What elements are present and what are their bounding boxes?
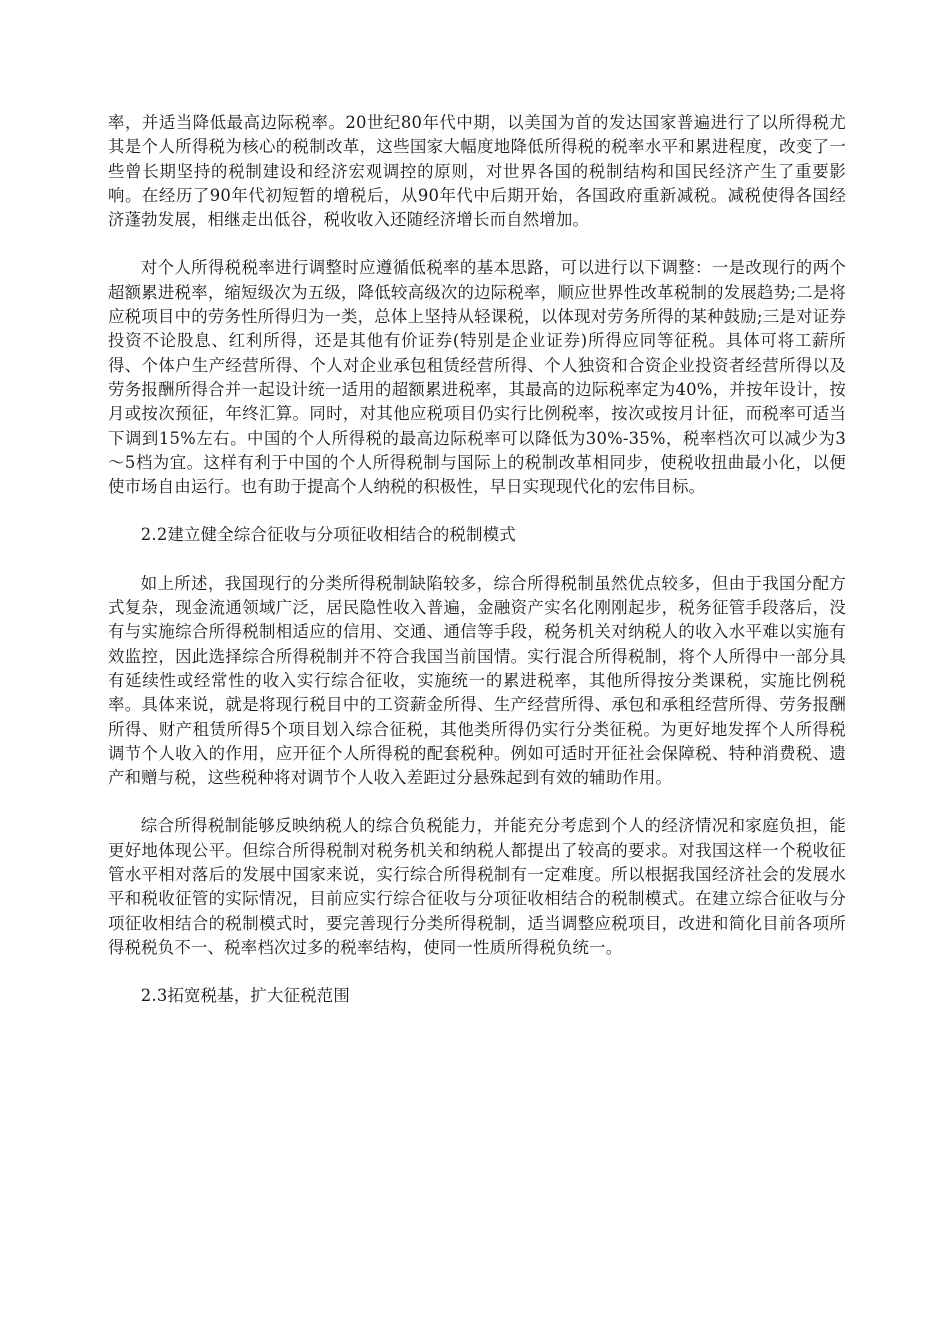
section-heading-2-3: 2.3拓宽税基，扩大征税范围: [140, 986, 350, 1006]
paragraph-continuation: 率，并适当降低最高边际税率。20世纪80年代中期，以美国为首的发达国家普遍进行了以所得税尤其是个人所得税为核心的税制改革，这些国家大幅度地降低所得税的税率水平和累进程度，改变了一些曾长期坚持的税制建设和经济宏观调控的原则，对世界各国的税制结构和国民经济产生了重要影响。在经历了90年代初短暂的增税后，从90年代中后期开始，各国政府重新减税。减税使得各国经济蓬勃发展，相继走出低谷，税收收入还随经济增长而自然增加。: [108, 113, 846, 230]
document-body: [108, 111, 846, 1033]
paragraph-comprehensive-tax: 综合所得税制能够反映纳税人的综合负税能力，并能充分考虑到个人的经济情况和家庭负担，能更好地体现公平。但综合所得税制对税务机关和纳税人都提出了较高的要求。对我国这样一个税收征管水平相对落后的发展中国家来说，实行综合所得税制有一定难度。所以根据我国经济社会的发展水平和税收征管的实际情况，目前应实行综合征收与分项征收相结合的税制模式。在建立综合征收与分项征收相结合的税制模式时，要完善现行分类所得税制，适当调整应税项目，改进和简化目前各项所得税税负不一、税率档次过多的税率结构，使同一性质所得税负统一。: [108, 816, 846, 957]
paragraph-mixed-income-tax: 如上所述，我国现行的分类所得税制缺陷较多，综合所得税制虽然优点较多，但由于我国分配方式复杂，现金流通领域广泛，居民隐性收入普遍，金融资产实名化刚刚起步，税务征管手段落后，没有与实施综合所得税制相适应的信用、交通、通信等手段，税务机关对纳税人的收入水平难以实施有效监控，因此选择综合所得税制并不符合我国当前国情。实行混合所得税制，将个人所得中一部分具有延续性或经常性的收入实行综合征收，实施统一的累进税率，其他所得按分类课税，实施比例税率。具体来说，就是将现行税目中的工资薪金所得、生产经营所得、承包和承租经营所得、劳务报酬所得、财产租赁所得5个项目划入综合征税，其他类所得仍实行分类征税。为更好地发挥个人所得税调节个人收入的作用，应开征个人所得税的配套税种。例如可适时开征社会保障税、特种消费税、遗产和赠与税，这些税种将对调节个人收入差距过分悬殊起到有效的辅助作用。: [108, 573, 846, 788]
section-heading-2-2: 2.2建立健全综合征收与分项征收相结合的税制模式: [140, 525, 516, 545]
paragraph-tax-rate-adjustment: 对个人所得税税率进行调整时应遵循低税率的基本思路，可以进行以下调整：一是改现行的两个超额累进税率，缩短级次为五级，降低较高级次的边际税率，顺应世界性改革税制的发展趋势;二是将应税项目中的劳务性所得归为一类，总体上坚持从轻课税，以体现对劳务所得的某种鼓励;三是对证券投资不论股息、红利所得，还是其他有价证券(特别是企业证券)所得应同等征税。具体可将工薪所得、个体户生产经营所得、个人对企业承包租赁经营所得、个人独资和合资企业投资者经营所得以及劳务报酬所得合并一起设计统一适用的超额累进税率，其最高的边际税率定为40%，并按年设计，按月或按次预征，年终汇算。同时，对其他应税项目仍实行比例税率，按次或按月计征，而税率可适当下调到15%左右。中国的个人所得税的最高边际税率可以降低为30%-35%，税率档次可以减少为3～5档为宜。这样有利于中国的个人所得税制与国际上的税制改革相同步，使税收扭曲最小化，以便使市场自由运行。也有助于提高个人纳税的积极性，早日实现现代化的宏伟目标。: [108, 258, 846, 497]
